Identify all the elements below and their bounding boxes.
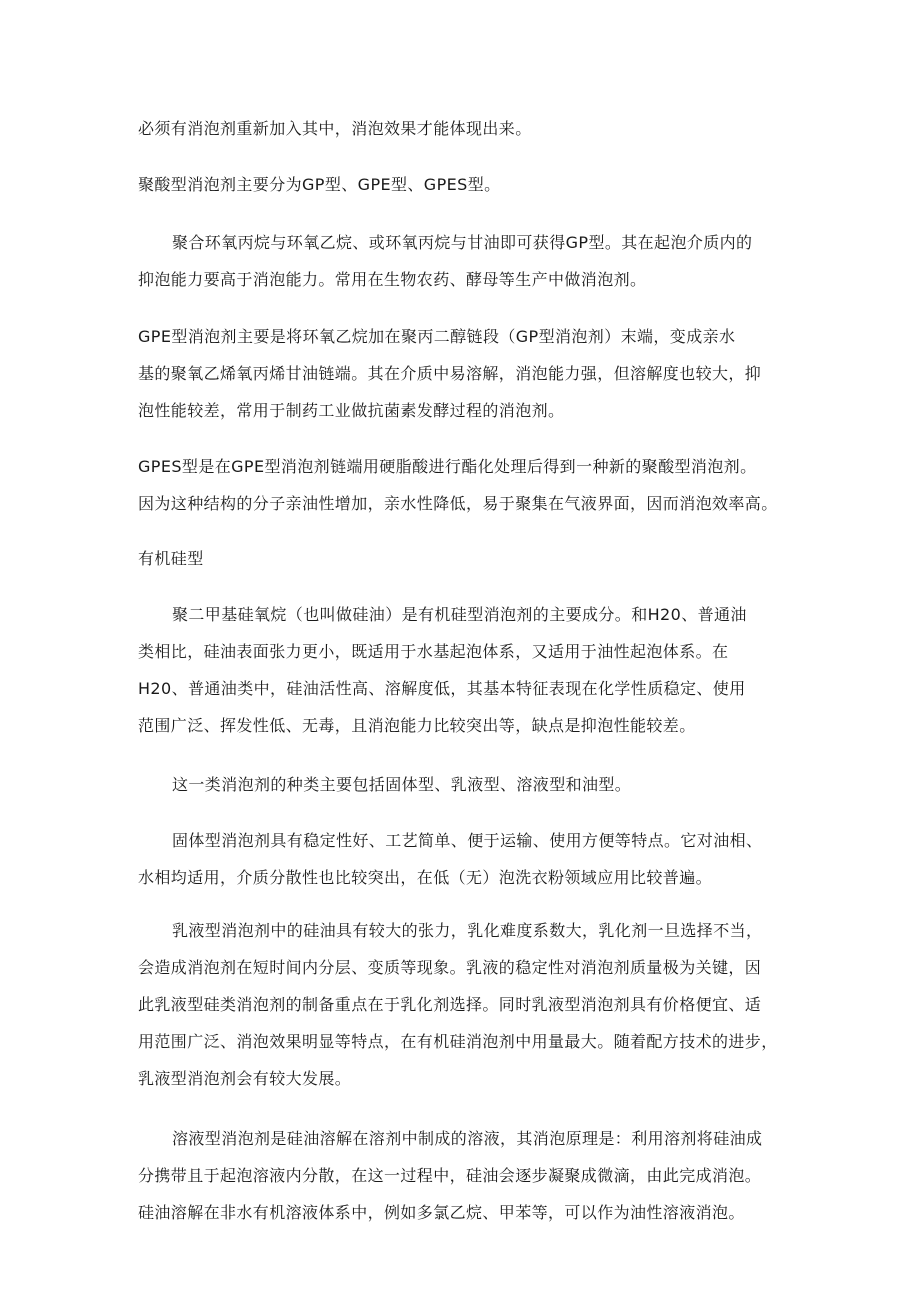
paragraph-7 — [138, 766, 786, 803]
paragraph-line: 溶液型消泡剂是硅油溶解在溶剂中制成的溶液，其消泡原理是：利用溶剂将硅油成 — [172, 1129, 763, 1148]
paragraph-line: 分携带且于起泡溶液内分散，在这一过程中，硅油会逐步凝聚成微滴，由此完成消泡。 — [138, 1166, 762, 1185]
paragraph-6 — [138, 596, 786, 744]
paragraph-line: 用范围广泛、消泡效果明显等特点，在有机硅消泡剂中用量最大。随着配方技术的进步， — [138, 1032, 778, 1051]
paragraph-line: 泡性能较差，常用于制药工业做抗菌素发酵过程的消泡剂。 — [138, 401, 565, 420]
paragraph-line: 聚合环氧丙烷与环氧乙烷、或环氧丙烷与甘油即可获得GP型。其在起泡介质内的 — [172, 233, 753, 252]
paragraph-line: 这一类消泡剂的种类主要包括固体型、乳液型、溶液型和油型。 — [172, 775, 632, 794]
paragraph-line: 此乳液型硅类消泡剂的制备重点在于乳化剂选择。同时乳液型消泡剂具有价格便宜、适 — [138, 995, 762, 1014]
paragraph-line: 因为这种结构的分子亲油性增加，亲水性降低，易于聚集在气液界面，因而消泡效率高。 — [138, 494, 778, 513]
paragraph-line: 乳液型消泡剂会有较大发展。 — [138, 1069, 352, 1088]
paragraph-line: 水相均适用，介质分散性也比较突出，在低（无）泡洗衣粉领域应用比较普遍。 — [138, 868, 713, 887]
paragraph-line: 硅油溶解在非水有机溶液体系中，例如多氯乙烷、甲苯等，可以作为油性溶液消泡。 — [138, 1203, 745, 1222]
paragraph-line: 聚酸型消泡剂主要分为GP型、GPE型、GPES型。 — [138, 175, 501, 194]
paragraph-line: 有机硅型 — [138, 549, 204, 568]
paragraph-line: 固体型消泡剂具有稳定性好、工艺简单、便于运输、使用方便等特点。它对油相、 — [172, 831, 763, 850]
paragraph-5 — [138, 448, 786, 522]
paragraph-10 — [138, 1120, 786, 1231]
paragraph-line: 类相比，硅油表面张力更小，既适用于水基起泡体系，又适用于油性起泡体系。在 — [138, 642, 729, 661]
paragraph-9 — [138, 912, 786, 1097]
paragraph-line: 聚二甲基硅氧烷（也叫做硅油）是有机硅型消泡剂的主要成分。和H20、普通油 — [172, 605, 747, 624]
paragraph-1 — [138, 110, 786, 147]
paragraph-line: GPES型是在GPE型消泡剂链端用硬脂酸进行酯化处理后得到一种新的聚酸型消泡剂。 — [138, 457, 757, 476]
paragraph-8 — [138, 822, 786, 896]
paragraph-line: GPE型消泡剂主要是将环氧乙烷加在聚丙二醇链段（GP型消泡剂）末端，变成亲水 — [138, 327, 736, 346]
paragraph-line: 必须有消泡剂重新加入其中，消泡效果才能体现出来。 — [138, 119, 532, 138]
paragraph-4 — [138, 318, 786, 429]
section-heading — [138, 540, 786, 577]
paragraph-line: 抑泡能力要高于消泡能力。常用在生物农药、酵母等生产中做消泡剂。 — [138, 270, 647, 289]
paragraph-2 — [138, 166, 786, 203]
paragraph-line: 基的聚氧乙烯氧丙烯甘油链端。其在介质中易溶解，消泡能力强，但溶解度也较大，抑 — [138, 364, 762, 383]
paragraph-line: 范围广泛、挥发性低、无毒，且消泡能力比较突出等，缺点是抑泡性能较差。 — [138, 716, 696, 735]
paragraph-line: 会造成消泡剂在短时间内分层、变质等现象。乳液的稳定性对消泡剂质量极为关键，因 — [138, 958, 762, 977]
paragraph-line: 乳液型消泡剂中的硅油具有较大的张力，乳化难度系数大，乳化剂一旦选择不当， — [172, 921, 763, 940]
paragraph-3 — [138, 224, 786, 298]
paragraph-line: H20、普通油类中，硅油活性高、溶解度低，其基本特征表现在化学性质稳定、使用 — [138, 679, 746, 698]
